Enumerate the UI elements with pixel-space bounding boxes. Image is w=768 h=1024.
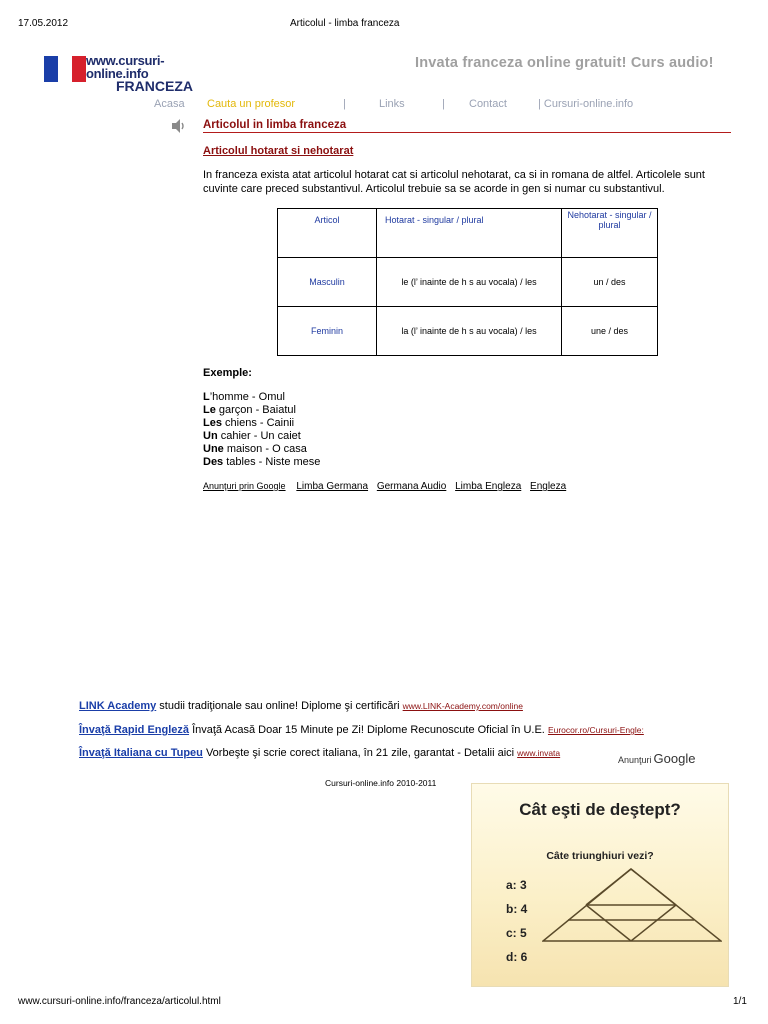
site-logo[interactable] <box>44 53 226 94</box>
list-item: Des tables - Niste mese <box>203 456 321 468</box>
logo-url: www.cursuri-online.info <box>86 53 165 81</box>
copyright: Cursuri-online.info 2010-2011 <box>325 778 437 788</box>
sponsored-url[interactable]: www.LINK-Academy.com/online <box>402 701 523 711</box>
banner-option[interactable]: b: 4 <box>506 902 528 916</box>
table-header: Hotarat - singular / plural <box>377 209 562 258</box>
table-cell: un / des <box>562 258 658 307</box>
ad-link[interactable]: Germana Audio <box>376 481 447 492</box>
list-item: Un cahier - Un caiet <box>203 430 301 442</box>
nav-links[interactable]: Links <box>379 98 405 110</box>
banner-option[interactable]: d: 6 <box>506 950 528 964</box>
examples-heading: Exemple: <box>203 367 252 379</box>
table-cell: Feminin <box>278 307 377 356</box>
banner-question: Câte triunghiuri vezi? <box>546 850 654 862</box>
table-cell: une / des <box>562 307 658 356</box>
site-tagline: Invata franceza online gratuit! Curs audio! <box>415 55 714 71</box>
quiz-banner-ad[interactable] <box>471 783 729 987</box>
article-subtitle: Articolul hotarat si nehotarat <box>203 145 354 157</box>
title-divider <box>203 132 731 133</box>
table-header: Nehotarat - singular / plural <box>562 209 658 258</box>
ad-link[interactable]: Limba Engleza <box>455 481 522 492</box>
nav-separator: | <box>442 98 445 110</box>
table-cell: le (l’ inainte de h s au vocala) / les <box>377 258 562 307</box>
table-cell: Masculin <box>278 258 377 307</box>
sponsored-ad: Învaţă Rapid Engleză Învaţă Acasă Doar 15 Minute pe Zi! Diplome Recunoscute Oficial în U.E. Eurocor.ro/Cursuri-Engle: <box>79 724 644 736</box>
adchoices-badge[interactable]: Anunţuri Google <box>618 751 696 766</box>
sponsored-url[interactable]: Eurocor.ro/Cursuri-Engle: <box>547 725 644 735</box>
nav-contact[interactable]: Contact <box>469 98 507 110</box>
banner-option[interactable]: a: 3 <box>506 878 527 892</box>
list-item: Une maison - O casa <box>203 443 307 455</box>
sponsored-url[interactable]: www.invata <box>517 748 561 758</box>
list-item: Le garçon - Baiatul <box>203 404 296 416</box>
sponsored-ad: Învaţă Italiana cu Tupeu Vorbeşte şi scrie corect italiana, în 21 zile, garantat - Detalii aici www.invata <box>79 747 561 759</box>
articles-table <box>277 208 658 356</box>
table-row <box>278 258 658 307</box>
nav-find-teacher[interactable]: Cauta un profesor <box>207 98 296 110</box>
list-item: L’homme - Omul <box>203 391 285 403</box>
print-url: www.cursuri-online.info/franceza/articolul.html <box>18 996 221 1007</box>
banner-option[interactable]: c: 5 <box>506 926 527 940</box>
sponsored-ad: LINK Academy studii tradiţionale sau online! Diplome şi certificări www.LINK-Academy.com/online <box>79 700 523 712</box>
table-header-row <box>278 209 658 258</box>
examples-list <box>203 391 320 469</box>
ad-link[interactable]: Engleza <box>530 481 567 492</box>
nav-separator: | <box>343 98 346 110</box>
table-header: Articol <box>278 209 377 258</box>
banner-title: Cât eşti de deştept? <box>519 800 681 819</box>
print-page: 1/1 <box>733 996 747 1007</box>
nav-cursuri-online[interactable]: | Cursuri-online.info <box>538 98 634 110</box>
ad-link[interactable]: Limba Germana <box>296 481 369 492</box>
ad-links-bar <box>203 481 572 492</box>
speaker-icon[interactable] <box>170 118 186 134</box>
sponsored-title[interactable]: Învaţă Italiana cu Tupeu <box>79 747 203 759</box>
nav-home[interactable]: Acasa <box>154 98 185 110</box>
print-title: Articolul - limba franceza <box>290 18 400 29</box>
french-flag-icon <box>44 56 86 82</box>
article-intro: In franceza exista atat articolul hotarat cat si articolul nehotarat, ca si in romana de altfel. Articolele sunt cuvinte care preced substantivul. Articolul trebuie sa se acorde in gen si numar cu substantivul. <box>203 169 705 195</box>
logo-word: FRANCEZA <box>116 78 193 94</box>
print-date: 17.05.2012 <box>18 18 69 29</box>
table-cell: la (l’ inainte de h s au vocala) / les <box>377 307 562 356</box>
google-logo: Google <box>653 751 696 766</box>
triangle-puzzle-icon <box>542 866 722 946</box>
sponsored-title[interactable]: Învaţă Rapid Engleză <box>79 724 190 736</box>
list-item: Les chiens - Cainii <box>203 417 295 429</box>
article-title: Articolul in limba franceza <box>203 119 347 131</box>
sponsored-title[interactable]: LINK Academy <box>79 700 157 712</box>
table-row <box>278 307 658 356</box>
ads-by-google-link[interactable]: Anunţuri prin Google <box>203 481 286 491</box>
